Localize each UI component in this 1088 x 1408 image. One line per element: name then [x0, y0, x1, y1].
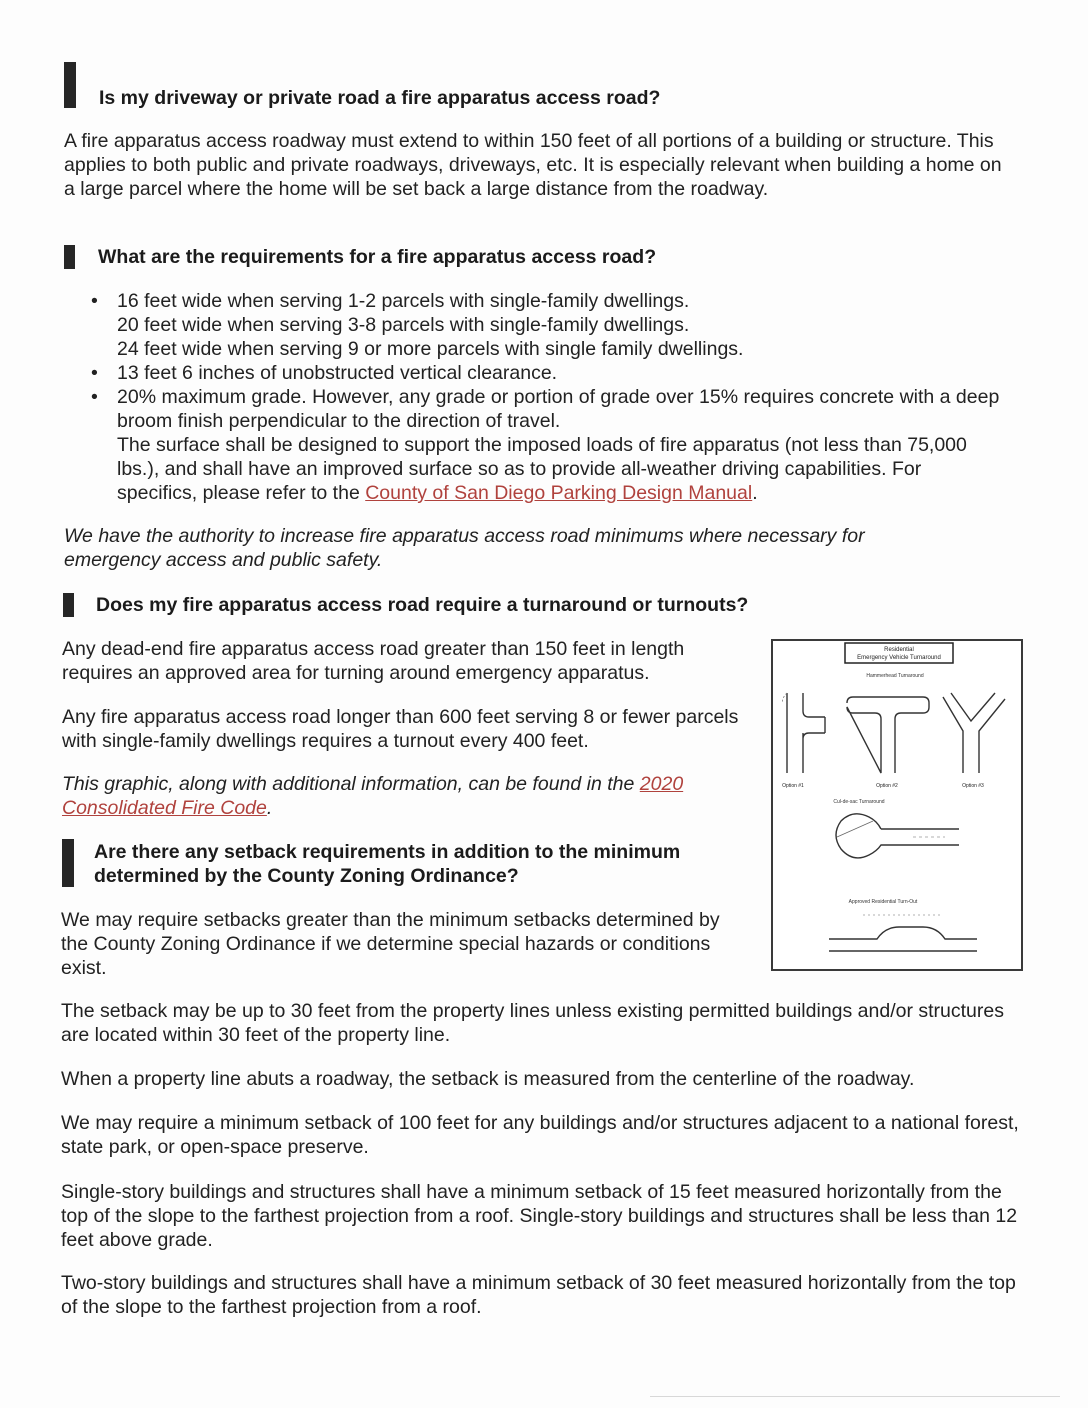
text: .	[266, 797, 273, 819]
figure-title: Residential	[884, 647, 914, 653]
section-heading: Does my fire apparatus access road require a turnaround or turnouts?	[96, 594, 749, 616]
paragraph: Any dead-end fire apparatus access road greater than 150 feet in length requires an approved area for turning around emergency apparatus.	[62, 638, 685, 684]
section-marker	[63, 593, 74, 617]
paragraph: When a property line abuts a roadway, the setback is measured from the centerline of the roadway.	[61, 1068, 915, 1090]
requirements-list	[91, 289, 1037, 505]
paragraph: Any fire apparatus access road longer than 600 feet serving 8 or fewer parcels with single-family dwellings requires a turnout every 400 feet.	[62, 706, 739, 752]
section-marker	[64, 62, 76, 108]
paragraph	[62, 772, 752, 820]
footer-rule	[650, 1396, 1060, 1397]
option-3-label: Option #3	[962, 783, 984, 789]
paragraph: Single-story buildings and structures shall have a minimum setback of 15 feet measured horizontally from the top of the slope to the farthest projection from a roof. Single-story buildings and structures shall be less than 12 feet above grade.	[61, 1181, 1018, 1251]
paragraph: We may require setbacks greater than the minimum setbacks determined by the County Zoning Ordinance if we determine special hazards or conditions exist.	[61, 909, 720, 979]
text: This graphic, along with additional information, can be found in the	[62, 773, 640, 795]
paragraph: Two-story buildings and structures shall have a minimum setback of 30 feet measured horizontally from the top of the slope to the farthest projection from a roof.	[61, 1272, 1016, 1318]
figure-subtitle: Emergency Vehicle Turnaround	[857, 655, 941, 661]
text: .	[752, 482, 758, 504]
bullet-icon: •	[91, 386, 98, 408]
bullet-icon: •	[91, 290, 98, 312]
section-heading: Are there any setback requirements in addition to the minimum determined by the County Zoning Ordinance?	[94, 841, 681, 887]
paragraph: A fire apparatus access roadway must extend to within 150 feet of all portions of a building or structure. This applies to both public and private roadways, driveways, etc. It is especially relevant when building a home on a large parcel where the home will be set back a large distance from the roadway.	[64, 130, 1002, 200]
culdesac-label: Cul-de-sac Turnaround	[833, 799, 885, 805]
authority-note: We have the authority to increase fire apparatus access road minimums where necessary for emergency access and public safety.	[64, 525, 865, 571]
bullet-icon: •	[91, 362, 98, 384]
list-item-line: 16 feet wide when serving 1-2 parcels with single-family dwellings.	[117, 290, 690, 312]
list-item-line: 24 feet wide when serving 9 or more parcels with single family dwellings.	[117, 338, 744, 360]
option-1-label: Option #1	[782, 783, 804, 789]
turnout-label: Approved Residential Turn-Out	[848, 899, 918, 905]
fire-code-link[interactable]: 2020 Consolidated Fire Code	[62, 773, 684, 819]
section-heading: What are the requirements for a fire apparatus access road?	[98, 246, 657, 268]
section-heading: Is my driveway or private road a fire apparatus access road?	[99, 87, 661, 109]
list-item-line	[117, 433, 987, 505]
list-item-line: 20% maximum grade. However, any grade or portion of grade over 15% requires concrete with a deep broom finish perpendicular to the direction of travel.	[117, 386, 1000, 432]
parking-design-manual-link[interactable]: County of San Diego Parking Design Manual	[365, 482, 753, 504]
section-marker	[64, 245, 75, 269]
list-item	[91, 289, 1037, 361]
section-marker	[62, 839, 74, 887]
paragraph: We may require a minimum setback of 100 feet for any buildings and/or structures adjacent to a national forest, state park, or open-space preserve.	[61, 1112, 1019, 1158]
hammerhead-label: Hammerhead Turnaround	[866, 673, 924, 679]
list-item	[91, 361, 1037, 385]
paragraph: The setback may be up to 30 feet from the property lines unless existing permitted buildings and/or structures are located within 30 feet of the property line.	[61, 1000, 1004, 1046]
list-item-line: 13 feet 6 inches of unobstructed vertical clearance.	[117, 362, 558, 384]
option-2-label: Option #2	[876, 783, 898, 789]
turnaround-diagram	[773, 641, 1021, 969]
list-item-line: 20 feet wide when serving 3-8 parcels with single-family dwellings.	[117, 314, 690, 336]
turnaround-figure	[771, 639, 1023, 971]
text: The surface shall be designed to support the imposed loads of fire apparatus (not less than 75,000 lbs.), and shall have an improved surface so as to provide all-weather driving capabilities. For specifics, please refer to the	[117, 434, 967, 504]
list-item	[91, 385, 1037, 505]
